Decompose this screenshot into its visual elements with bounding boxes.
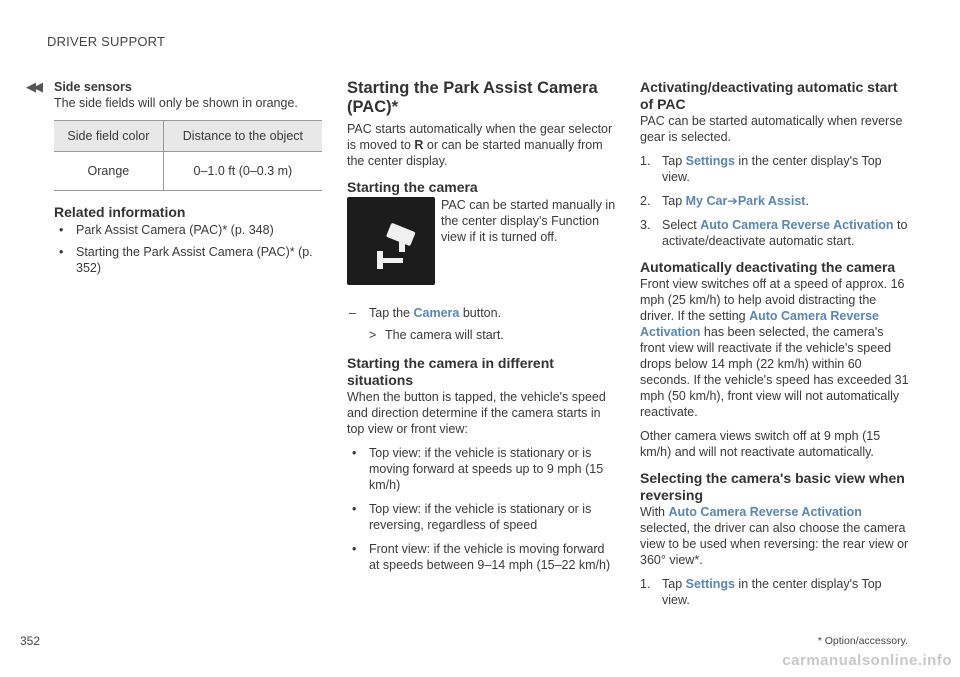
arrow-right-icon: ➔ (727, 194, 738, 208)
related-list (54, 222, 322, 276)
activate-text: PAC can be started automatically when reverse gear is selected. (640, 114, 903, 144)
side-field-table (54, 120, 322, 191)
autodeact-text: Front view switches off at a speed of approx. 16 mph (25 km/h) to help avoid distracting the driver. If the setting Auto Camera Reverse Activation has been selected, the camera's front view will reactivate if the vehicle's speed drops below 14 mph (22 km/h) within 60 seconds. If the vehicle's speed has exceeded 31 mph (50 km/h), front view will not automatically reactivate. (640, 277, 909, 419)
basic-view-step-1: 1. Tap Settings in the center display's Top view. (640, 577, 882, 607)
table-cell: 0–1.0 ft (0–0.3 m) (163, 152, 322, 191)
tap-result: > The camera will start. (369, 328, 504, 342)
autodeact-text-2: Other camera views switch off at 9 mph (15 km/h) and will not reactivate automatically. (640, 429, 881, 459)
footnote: * Option/accessory. (817, 635, 908, 647)
gear-r: R (414, 138, 424, 152)
section-header: DRIVER SUPPORT (47, 34, 166, 49)
list-item: • Top view: if the vehicle is stationary or is moving forward at speeds up to 9 mph (15 km/h) (347, 445, 615, 493)
starting-block (347, 197, 615, 305)
intro-text: PAC starts automatically when the gear selector is moved to R or can be started manually from the center display. (347, 122, 613, 168)
my-car-menu[interactable]: My Car (685, 194, 728, 208)
situations-list (347, 445, 615, 573)
basic-view-text: With Auto Camera Reverse Activation selected, the driver can also choose the camera view to be used when reversing: the rear view or 360° view*. (640, 505, 909, 567)
camera-button[interactable]: Camera (413, 306, 460, 320)
auto-camera-reverse-activation[interactable]: Auto Camera Reverse Activation (668, 505, 862, 519)
table-cell: Orange (54, 152, 163, 191)
activate-step-1: 1. Tap Settings in the center display's Top view. (640, 154, 882, 184)
settings-menu[interactable]: Settings (685, 577, 735, 591)
situations-text: When the button is tapped, the vehicle's speed and direction determine if the camera starts in top view or front view: (347, 390, 606, 436)
back-arrows-icon[interactable]: ◀◀ (26, 79, 40, 94)
table-row (54, 152, 322, 191)
starting-text: PAC can be started manually in the center display's Function view if it is turned off. (441, 198, 616, 244)
autodeact-heading: Automatically deactivating the camera (640, 259, 896, 275)
situations-heading: Starting the camera in different situations (347, 355, 554, 388)
column-3 (640, 79, 910, 608)
table-header: Distance to the object (163, 121, 322, 152)
activate-step-3: 3. Select Auto Camera Reverse Activation to activate/deactivate automatic start. (640, 218, 908, 248)
starting-heading: Starting the camera (347, 179, 478, 195)
auto-camera-reverse-activation[interactable]: Auto Camera Reverse Activation (640, 309, 880, 339)
related-heading: Related information (54, 204, 186, 220)
side-sensors-heading: Side sensors (54, 80, 132, 94)
list-item: • Front view: if the vehicle is moving forward at speeds between 9–14 mph (15–22 km/h) (347, 541, 615, 573)
related-link[interactable]: • Starting the Park Assist Camera (PAC)* (p. 352) (54, 244, 322, 276)
settings-menu[interactable]: Settings (685, 154, 735, 168)
related-link[interactable]: • Park Assist Camera (PAC)* (p. 348) (54, 222, 322, 238)
auto-camera-reverse-activation[interactable]: Auto Camera Reverse Activation (700, 218, 894, 232)
tap-camera-step: – Tap the Camera button. (349, 306, 502, 320)
activate-step-2: 2. Tap My Car➔Park Assist. (640, 194, 809, 208)
park-camera-icon (347, 197, 435, 285)
column-2 (347, 79, 615, 573)
table-header: Side field color (54, 121, 163, 152)
column-1 (54, 79, 322, 276)
park-assist-menu[interactable]: Park Assist (737, 194, 806, 208)
watermark: carmanualsonline.info (782, 652, 952, 669)
page-title: Starting the Park Assist Camera (PAC)* (347, 79, 598, 116)
page-number: 352 (20, 634, 41, 648)
basic-view-heading: Selecting the camera's basic view when reversing (640, 470, 905, 503)
activate-heading: Activating/deactivating automatic start of PAC (640, 79, 898, 112)
list-item: • Top view: if the vehicle is stationary or is reversing, regardless of speed (347, 501, 615, 533)
side-sensors-text: The side fields will only be shown in orange. (54, 96, 298, 110)
